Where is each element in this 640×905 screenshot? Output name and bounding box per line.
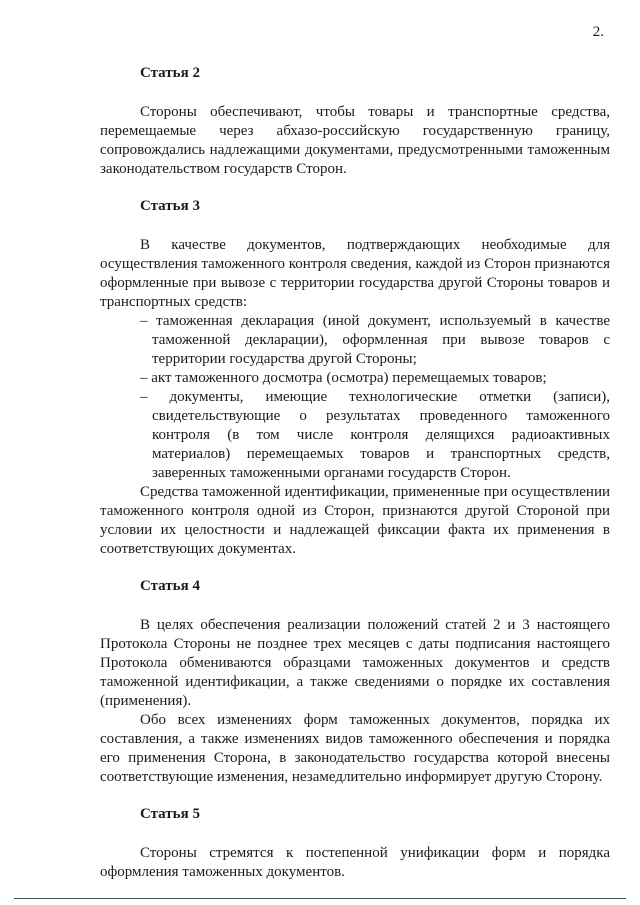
- article-3-intro-paragraph: В качестве документов, подтверждающих необходимые для осуществления таможенного контроля сведения, каждой из Сторон признаются оформленные при вывозе с территории государства другой Стороны товаров и транспортных средств:: [100, 237, 610, 310]
- article-5-heading: Статья 5: [140, 806, 200, 822]
- page-number: 2.: [592, 24, 604, 40]
- article-4-paragraph-2: Обо всех изменениях форм таможенных документов, порядка их составления, а также изменениях видов таможенного обеспечения и порядка его применения Сторона, в законодательство государства которой внесены соответствующие изменения, незамедлительно информирует другую Сторону.: [100, 712, 610, 785]
- article-4-heading: Статья 4: [140, 578, 200, 594]
- scan-artifact-line: [14, 898, 626, 899]
- list-item: – акт таможенного досмотра (осмотра) перемещаемых товаров;: [140, 370, 547, 386]
- article-3-heading: Статья 3: [140, 198, 200, 214]
- article-3-dash-list: [100, 312, 610, 483]
- list-item: – документы, имеющие технологические отметки (записи), свидетельствующие о результатах проведенного таможенного контроля (в том числе контроля делящихся радиоактивных материалов) перемещаемых товаров и транспортных средств, заверенных таможенными органами государств Сторон.: [140, 389, 610, 481]
- article-4-paragraph-1: В целях обеспечения реализации положений статей 2 и 3 настоящего Протокола Стороны не позднее трех месяцев с даты подписания настоящего Протокола обмениваются образцами таможенных документов и средств таможенной идентификации, а также сведениями о порядке их составления (применения).: [100, 617, 610, 709]
- article-2-heading: Статья 2: [140, 65, 200, 81]
- article-2-paragraph: Стороны обеспечивают, чтобы товары и транспортные средства, перемещаемые через абхазо-российскую государственную границу, сопровождались надлежащими документами, предусмотренными таможенным законодательством государств Сторон.: [100, 104, 610, 177]
- list-item: – таможенная декларация (иной документ, используемый в качестве таможенной декларации), оформленная при вывозе товаров с территории государства другой Стороны;: [140, 313, 610, 367]
- article-5-paragraph: Стороны стремятся к постепенной унификации форм и порядка оформления таможенных документов.: [100, 845, 610, 880]
- article-3-closing-paragraph: Средства таможенной идентификации, примененные при осуществлении таможенного контроля одной из Сторон, признаются другой Стороной при условии их целостности и надлежащей фиксации факта их применения в соответствующих документах.: [100, 484, 610, 557]
